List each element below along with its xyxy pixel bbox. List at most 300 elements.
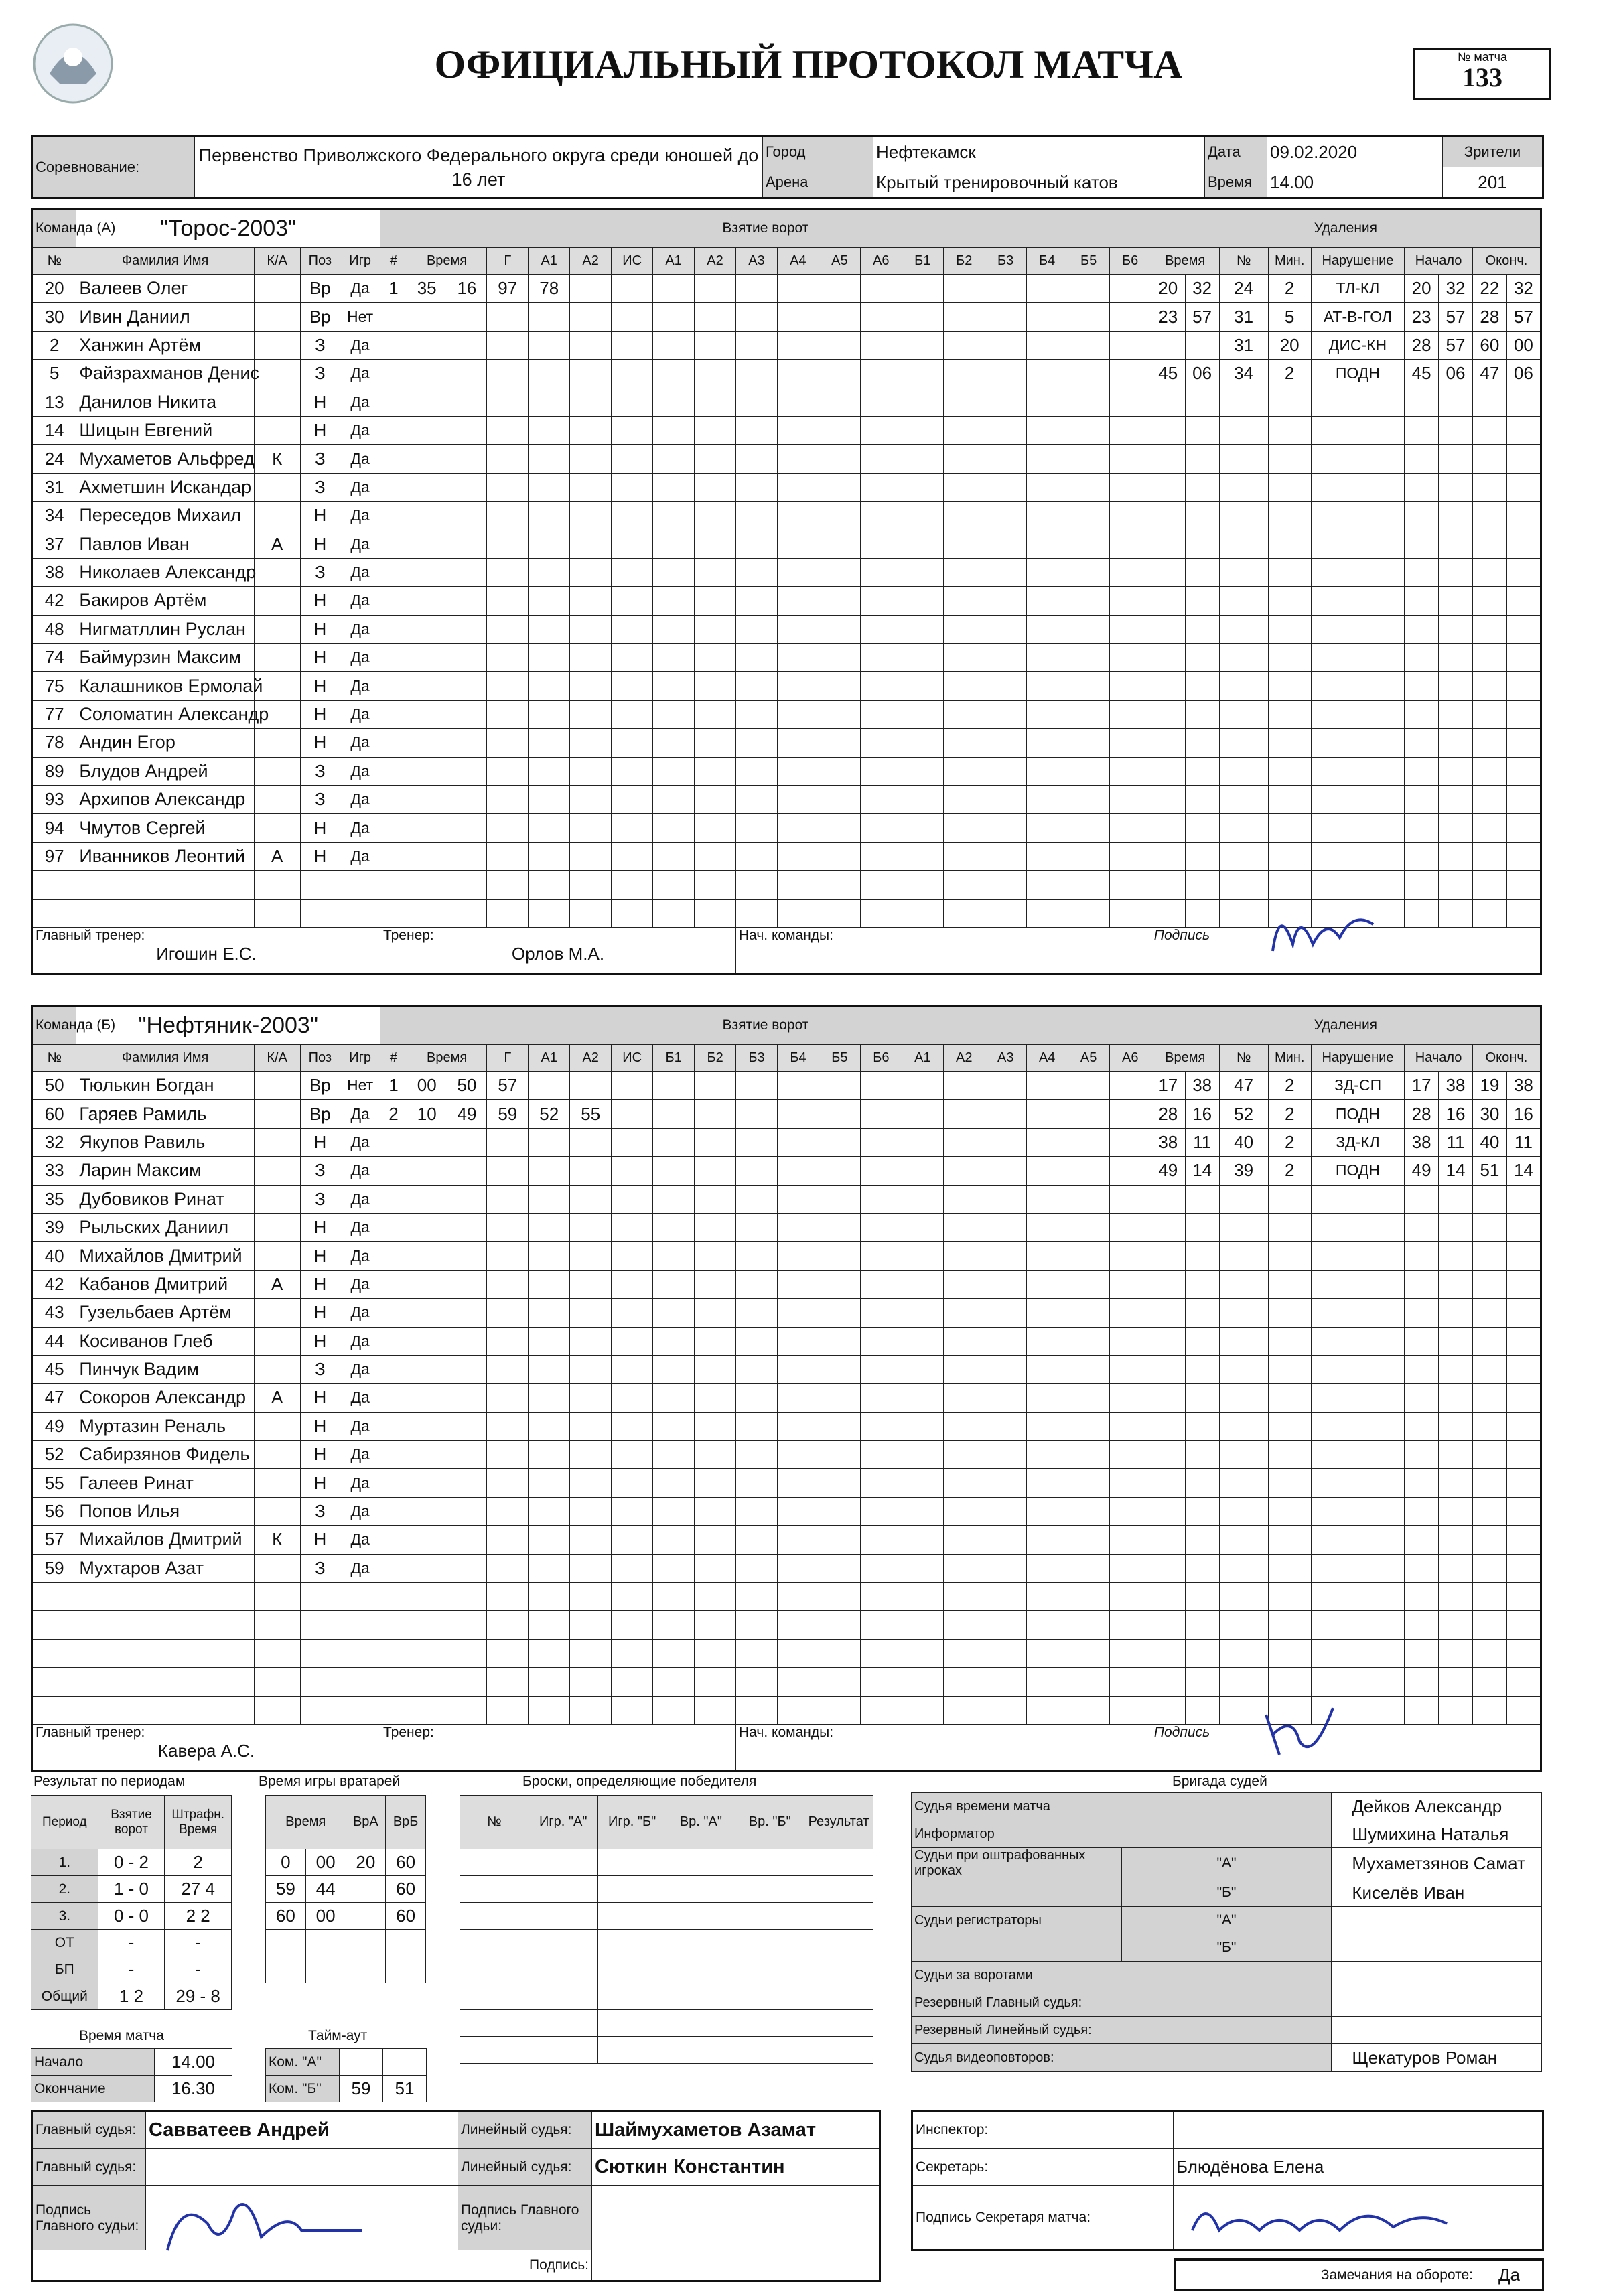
team_b-pen-s_mm bbox=[1405, 1270, 1439, 1298]
team_b-pen-e_ss: 14 bbox=[1506, 1157, 1541, 1185]
team_a-pen-e_mm bbox=[1472, 473, 1506, 501]
team_a-goal-plus-7 bbox=[943, 786, 985, 814]
team_b-goal-plus-7 bbox=[943, 1128, 985, 1156]
team_a-goal-plus-10 bbox=[1068, 672, 1109, 700]
team_a-goal-plus-0 bbox=[653, 303, 695, 331]
team_b-player-pos: Вр bbox=[300, 1100, 340, 1128]
team_a-goal-plus-10 bbox=[1068, 899, 1109, 927]
team_a-goal-g bbox=[487, 871, 529, 899]
team_a-player-ka: А bbox=[254, 842, 300, 870]
team_a-h-plus-3: А4 bbox=[777, 248, 819, 275]
team_b-goal-a1 bbox=[529, 1583, 570, 1611]
team_b-player-pos: Н bbox=[300, 1242, 340, 1270]
team_a-goal-plus-9 bbox=[1026, 786, 1068, 814]
table-row bbox=[32, 558, 1541, 586]
team_b-goal-n bbox=[380, 1128, 407, 1156]
team_a-goal-plus-5 bbox=[860, 871, 902, 899]
table-row bbox=[32, 757, 1541, 785]
team_a-pen-reason bbox=[1311, 729, 1404, 757]
team_a-goal-plus-8 bbox=[985, 757, 1026, 785]
team_b-pen-reason bbox=[1311, 1213, 1404, 1241]
team_b-player-no: 57 bbox=[32, 1526, 76, 1554]
team_b-goal-is bbox=[612, 1526, 653, 1554]
team_b-goal-plus-2 bbox=[736, 1242, 778, 1270]
team_b-pen-s_ss bbox=[1439, 1469, 1473, 1497]
team_b-pen-e_mm bbox=[1472, 1554, 1506, 1582]
team_a-pen-ss bbox=[1185, 757, 1219, 785]
team_b-h-plus-6: А1 bbox=[902, 1045, 943, 1072]
team_a-pen-reason bbox=[1311, 672, 1404, 700]
team_a-player-play: Да bbox=[340, 331, 380, 359]
team_b-player-pos: Н bbox=[300, 1384, 340, 1412]
gt-mm bbox=[266, 1956, 306, 1983]
team_a-goal-is bbox=[612, 700, 653, 728]
team_b-goal-plus-8 bbox=[985, 1327, 1026, 1355]
line-ref-label-2: Линейный судья: bbox=[458, 2149, 592, 2186]
table-row bbox=[32, 1668, 1541, 1696]
table-row bbox=[31, 1956, 232, 1983]
team_a-pen-mm bbox=[1151, 615, 1185, 643]
team_a-goal-plus-1 bbox=[695, 842, 736, 870]
team_b-player-name: Муртазин Реналь bbox=[76, 1412, 255, 1440]
team_b-goal-plus-7 bbox=[943, 1355, 985, 1383]
team_a-goal-plus-1 bbox=[695, 416, 736, 444]
team_b-goal-plus-3 bbox=[778, 1384, 819, 1412]
team_b-goal-g bbox=[487, 1185, 529, 1213]
team_b-goal-ss: 49 bbox=[447, 1100, 487, 1128]
shootout-cell bbox=[529, 1956, 597, 1983]
team_b-pen-reason bbox=[1311, 1639, 1404, 1667]
team_a-pen-reason bbox=[1311, 786, 1404, 814]
team_b-pen-ss bbox=[1185, 1554, 1219, 1582]
team_a-goal-a1 bbox=[529, 530, 570, 558]
team_a-player-play: Да bbox=[340, 530, 380, 558]
team_a-goal-mm bbox=[407, 303, 447, 331]
referee-name: Киселёв Иван bbox=[1332, 1879, 1542, 1907]
team_b-goal-plus-1 bbox=[695, 1072, 736, 1100]
team_a-goal-plus-7 bbox=[943, 360, 985, 388]
team_b-goal-plus-0 bbox=[653, 1355, 695, 1383]
team_b-pen-no bbox=[1219, 1185, 1268, 1213]
team_a-player-no: 31 bbox=[32, 473, 76, 501]
team_b-goal-ss bbox=[447, 1327, 487, 1355]
team_b-goal-plus-0 bbox=[653, 1668, 695, 1696]
team_b-goal-plus-5 bbox=[860, 1185, 902, 1213]
team_b-goal-plus-11 bbox=[1109, 1213, 1151, 1241]
team_b-goal-n bbox=[380, 1299, 407, 1327]
team_a-goal-plus-6 bbox=[902, 615, 943, 643]
team_b-goal-n bbox=[380, 1327, 407, 1355]
team_a-goal-plus-10 bbox=[1068, 814, 1109, 842]
gt-b: 60 bbox=[386, 1876, 426, 1903]
team_b-pen-mm bbox=[1151, 1696, 1185, 1724]
shootout-h-5: Результат bbox=[804, 1796, 873, 1849]
team_a-goal-a1 bbox=[529, 473, 570, 501]
team_b-player-ka bbox=[254, 1497, 300, 1525]
team_a-goal-plus-10 bbox=[1068, 786, 1109, 814]
team_a-goal-plus-8 bbox=[985, 473, 1026, 501]
team_b-goal-plus-3 bbox=[778, 1157, 819, 1185]
referee-name bbox=[1332, 2017, 1542, 2044]
team_a-player-pos: З bbox=[300, 445, 340, 473]
team_b-goal-plus-1 bbox=[695, 1469, 736, 1497]
team_a-goal-plus-4 bbox=[819, 473, 860, 501]
team_b-goal-g bbox=[487, 1668, 529, 1696]
team_b-goal-plus-9 bbox=[1026, 1668, 1068, 1696]
team_b-goal-is bbox=[612, 1668, 653, 1696]
signature-label: Подпись bbox=[1153, 927, 1210, 943]
team_a-pen-mm: 45 bbox=[1151, 360, 1185, 388]
team_a-pen-e_mm: 28 bbox=[1472, 303, 1506, 331]
team_a-goal-a1 bbox=[529, 842, 570, 870]
team_a-goal-plus-6 bbox=[902, 757, 943, 785]
team_b-goal-plus-10 bbox=[1068, 1668, 1109, 1696]
team_a-pen-s_mm bbox=[1405, 644, 1439, 672]
team_b-goal-n bbox=[380, 1270, 407, 1298]
team_b-goal-is bbox=[612, 1100, 653, 1128]
team_b-pen-s_mm bbox=[1405, 1639, 1439, 1667]
team_b-pen-s_ss bbox=[1439, 1526, 1473, 1554]
team_a-h-p-end: Оконч. bbox=[1472, 248, 1541, 275]
team_a-goal-plus-3 bbox=[777, 814, 819, 842]
team_b-player-ka bbox=[254, 1583, 300, 1611]
team_b-player-play: Да bbox=[340, 1412, 380, 1440]
team_a-h-plus-4: А5 bbox=[819, 248, 860, 275]
team_b-goal-ss bbox=[447, 1355, 487, 1383]
team_b-pen-min bbox=[1268, 1526, 1311, 1554]
team_b-goal-plus-1 bbox=[695, 1384, 736, 1412]
team_b-h-plus-0: Б1 bbox=[653, 1045, 695, 1072]
team_b-player-name bbox=[76, 1583, 255, 1611]
team_a-goal-plus-9 bbox=[1026, 388, 1068, 416]
team_b-goal-plus-2 bbox=[736, 1441, 778, 1469]
team_a-goal-plus-1 bbox=[695, 644, 736, 672]
team_a-goal-g bbox=[487, 331, 529, 359]
team_a-goal-plus-7 bbox=[943, 473, 985, 501]
team_b-pen-e_ss: 38 bbox=[1506, 1072, 1541, 1100]
team_a-goal-a1 bbox=[529, 899, 570, 927]
team_b-goal-a2 bbox=[570, 1554, 612, 1582]
team_a-player-play: Да bbox=[340, 502, 380, 530]
main-ref-1: Савватеев Андрей bbox=[146, 2111, 458, 2149]
team_b-goal-a1 bbox=[529, 1469, 570, 1497]
team_b-goal-plus-8 bbox=[985, 1100, 1026, 1128]
team_a-goal-is bbox=[612, 331, 653, 359]
team_a-goal-plus-10 bbox=[1068, 445, 1109, 473]
team_a-goal-n bbox=[380, 558, 407, 586]
team_a-h-name: Фамилия Имя bbox=[76, 248, 255, 275]
results-pen: 29 - 8 bbox=[165, 1983, 232, 2010]
team_a-goal-plus-11 bbox=[1109, 360, 1151, 388]
team_a-player-no: 75 bbox=[32, 672, 76, 700]
team_b-goal-plus-8 bbox=[985, 1384, 1026, 1412]
team_b-goal-plus-10 bbox=[1068, 1355, 1109, 1383]
team_b-goal-a2 bbox=[570, 1213, 612, 1241]
team_a-goal-plus-2 bbox=[735, 814, 777, 842]
team_a-pen-s_mm bbox=[1405, 899, 1439, 927]
results-period: БП bbox=[31, 1956, 98, 1983]
team_a-goal-n bbox=[380, 672, 407, 700]
team_a-goal-a1 bbox=[529, 729, 570, 757]
team_b-pen-e_mm bbox=[1472, 1185, 1506, 1213]
team_a-pen-mm bbox=[1151, 814, 1185, 842]
team_b-goal-a1 bbox=[529, 1327, 570, 1355]
team_a-goal-plus-7 bbox=[943, 530, 985, 558]
team_b-goal-a1 bbox=[529, 1299, 570, 1327]
team_b-goal-plus-7 bbox=[943, 1185, 985, 1213]
team_a-goal-a1 bbox=[529, 814, 570, 842]
team_b-goal-plus-11 bbox=[1109, 1696, 1151, 1724]
team_b-goal-plus-9 bbox=[1026, 1128, 1068, 1156]
team_b-goal-plus-4 bbox=[819, 1242, 860, 1270]
table-row bbox=[32, 1639, 1541, 1667]
team_a-goal-plus-10 bbox=[1068, 388, 1109, 416]
secretary-value: Блюдёнова Елена bbox=[1174, 2149, 1543, 2186]
team_b-pen-min bbox=[1268, 1469, 1311, 1497]
team_a-pen-reason bbox=[1311, 871, 1404, 899]
team_a-goal-plus-5 bbox=[860, 275, 902, 303]
team_a-goal-plus-11 bbox=[1109, 700, 1151, 728]
team_a-pen-s_ss: 06 bbox=[1439, 360, 1473, 388]
team_b-goal-plus-10 bbox=[1068, 1696, 1109, 1724]
table-row bbox=[32, 615, 1541, 643]
team_b-goal-a1 bbox=[529, 1639, 570, 1667]
team_b-player-name: Дубовиков Ринат bbox=[76, 1185, 255, 1213]
team_b-player-name: Мухтаров Азат bbox=[76, 1554, 255, 1582]
team_b-goal-n bbox=[380, 1384, 407, 1412]
team_b-pen-e_mm bbox=[1472, 1526, 1506, 1554]
team_a-pen-mm bbox=[1151, 416, 1185, 444]
team_a-goal-plus-3 bbox=[777, 303, 819, 331]
team_b-h-plus-1: Б2 bbox=[695, 1045, 736, 1072]
team_b-goal-plus-5 bbox=[860, 1242, 902, 1270]
team_b-goal-plus-6 bbox=[902, 1072, 943, 1100]
team_b-player-play: Да bbox=[340, 1497, 380, 1525]
team_b-goal-a2 bbox=[570, 1128, 612, 1156]
team_a-pen-s_mm bbox=[1405, 786, 1439, 814]
team_a-player-no bbox=[32, 899, 76, 927]
team_b-pen-min bbox=[1268, 1554, 1311, 1582]
team_a-goal-plus-8 bbox=[985, 672, 1026, 700]
team_b-goal-a2 bbox=[570, 1157, 612, 1185]
team_a-goal-ss bbox=[447, 360, 487, 388]
team_a-player-ka bbox=[254, 331, 300, 359]
team_b-goal-plus-9 bbox=[1026, 1157, 1068, 1185]
team_b-pen-s_mm bbox=[1405, 1441, 1439, 1469]
team_a-player-name: Блудов Андрей bbox=[76, 757, 255, 785]
team_a-pen-e_ss bbox=[1506, 502, 1541, 530]
table-row bbox=[32, 1412, 1541, 1440]
team_b-goal-plus-8 bbox=[985, 1526, 1026, 1554]
team_a-pen-reason bbox=[1311, 473, 1404, 501]
team_b-goal-a1 bbox=[529, 1611, 570, 1639]
team_a-player-ka bbox=[254, 757, 300, 785]
team_b-goal-plus-9 bbox=[1026, 1213, 1068, 1241]
team_b-goal-plus-2 bbox=[736, 1554, 778, 1582]
team_b-player-pos: Н bbox=[300, 1128, 340, 1156]
team_b-player-no: 45 bbox=[32, 1355, 76, 1383]
team_b-pen-mm bbox=[1151, 1270, 1185, 1298]
shootout-cell bbox=[804, 2010, 873, 2037]
team_b-pen-s_ss bbox=[1439, 1213, 1473, 1241]
referees-title: Бригада судей bbox=[1172, 1774, 1267, 1789]
team_a-goal-a1 bbox=[529, 615, 570, 643]
team_b-goal-plus-11 bbox=[1109, 1100, 1151, 1128]
team_a-player-no: 77 bbox=[32, 700, 76, 728]
team_a-goal-g bbox=[487, 360, 529, 388]
team_a-goal-plus-7 bbox=[943, 416, 985, 444]
team_a-goal-plus-10 bbox=[1068, 473, 1109, 501]
team_b-pen-e_mm bbox=[1472, 1355, 1506, 1383]
team_a-goal-plus-0 bbox=[653, 275, 695, 303]
team_a-goal-plus-0 bbox=[653, 786, 695, 814]
team_a-pen-e_mm bbox=[1472, 644, 1506, 672]
team_a-goal-plus-4 bbox=[819, 275, 860, 303]
spectators-value: 201 bbox=[1443, 167, 1543, 198]
shootout-cell bbox=[460, 2037, 529, 2064]
team_b-pen-no: 47 bbox=[1219, 1072, 1268, 1100]
team_a-goal-plus-1 bbox=[695, 558, 736, 586]
team_a-goal-plus-1 bbox=[695, 615, 736, 643]
team_a-h-p_time: Время bbox=[1151, 248, 1219, 275]
team_a-h-plus-10: Б5 bbox=[1068, 248, 1109, 275]
team_b-goal-plus-0 bbox=[653, 1384, 695, 1412]
shootout-cell bbox=[460, 1930, 529, 1956]
referee-role: Информатор bbox=[912, 1820, 1332, 1848]
team_b-player-name: Сокоров Александр bbox=[76, 1384, 255, 1412]
team_a-pen-e_ss bbox=[1506, 587, 1541, 615]
team_a-goal-mm bbox=[407, 388, 447, 416]
team_a-goal-g bbox=[487, 530, 529, 558]
match-info-table bbox=[31, 135, 1544, 199]
referee-name bbox=[1332, 1989, 1542, 2017]
team_a-goal-plus-8 bbox=[985, 587, 1026, 615]
team_a-goal-n bbox=[380, 416, 407, 444]
team_a-goal-plus-7 bbox=[943, 502, 985, 530]
table-row bbox=[32, 1441, 1541, 1469]
team_a-pen-s_ss bbox=[1439, 757, 1473, 785]
team_b-goal-g bbox=[487, 1583, 529, 1611]
team_a-pen-mm bbox=[1151, 786, 1185, 814]
gt-a bbox=[346, 1903, 386, 1930]
team_b-goal-plus-2 bbox=[736, 1696, 778, 1724]
team_a-goal-plus-2 bbox=[735, 842, 777, 870]
team_a-pen-min: 2 bbox=[1268, 360, 1311, 388]
team_b-pen-ss bbox=[1185, 1696, 1219, 1724]
team_b-goal-plus-6 bbox=[902, 1157, 943, 1185]
team_b-goal-plus-9 bbox=[1026, 1611, 1068, 1639]
team_a-goal-mm bbox=[407, 530, 447, 558]
team_b-goal-a2: 55 bbox=[570, 1100, 612, 1128]
team_a-pen-e_ss bbox=[1506, 416, 1541, 444]
team_a-goal-plus-11 bbox=[1109, 672, 1151, 700]
team_a-goal-plus-10 bbox=[1068, 331, 1109, 359]
gt-h-time: Время bbox=[266, 1796, 346, 1849]
team_b-pen-ss bbox=[1185, 1441, 1219, 1469]
team-chief-label: Нач. команды: bbox=[739, 1724, 834, 1740]
team_b-h-plus-11: А6 bbox=[1109, 1045, 1151, 1072]
timeout-a-label: Ком. "А" bbox=[266, 2049, 340, 2076]
team_a-goal-g bbox=[487, 303, 529, 331]
team_b-goal-plus-4 bbox=[819, 1270, 860, 1298]
team_a-pen-no: 24 bbox=[1219, 275, 1268, 303]
team_b-pen-no bbox=[1219, 1327, 1268, 1355]
team_b-goal-plus-11 bbox=[1109, 1611, 1151, 1639]
team_b-goal-plus-1 bbox=[695, 1270, 736, 1298]
team_b-goal-a1 bbox=[529, 1696, 570, 1724]
team_b-h-is: ИС bbox=[612, 1045, 653, 1072]
team_a-goal-plus-6 bbox=[902, 303, 943, 331]
table-row bbox=[32, 672, 1541, 700]
team_a-goal-is bbox=[612, 473, 653, 501]
team_a-pen-e_ss: 00 bbox=[1506, 331, 1541, 359]
team-a-section bbox=[31, 208, 1542, 975]
team_a-goal-plus-5 bbox=[860, 416, 902, 444]
team_b-pen-mm bbox=[1151, 1299, 1185, 1327]
team_b-pen-e_mm: 51 bbox=[1472, 1157, 1506, 1185]
team_a-player-ka bbox=[254, 644, 300, 672]
team_a-player-name: Баймурзин Максим bbox=[76, 644, 255, 672]
team_a-player-no: 94 bbox=[32, 814, 76, 842]
team_a-goal-plus-7 bbox=[943, 558, 985, 586]
team_b-pen-no bbox=[1219, 1526, 1268, 1554]
team_a-goal-plus-11 bbox=[1109, 416, 1151, 444]
team_b-pen-ss bbox=[1185, 1668, 1219, 1696]
team_b-goal-a1 bbox=[529, 1412, 570, 1440]
team_a-pen-s_ss bbox=[1439, 899, 1473, 927]
team_b-pen-e_ss bbox=[1506, 1526, 1541, 1554]
team_b-pen-reason bbox=[1311, 1441, 1404, 1469]
team_a-pen-e_mm bbox=[1472, 672, 1506, 700]
team_b-goal-plus-0 bbox=[653, 1497, 695, 1525]
team_a-player-name: Нигматллин Руслан bbox=[76, 615, 255, 643]
team_b-player-pos: З bbox=[300, 1157, 340, 1185]
team_b-goal-plus-2 bbox=[736, 1497, 778, 1525]
team_a-goal-is bbox=[612, 530, 653, 558]
team_b-pen-mm bbox=[1151, 1639, 1185, 1667]
team_a-goal-plus-4 bbox=[819, 388, 860, 416]
team_a-goal-ss bbox=[447, 672, 487, 700]
table-row bbox=[32, 1242, 1541, 1270]
team_b-player-ka bbox=[254, 1213, 300, 1241]
team_b-goal-plus-8 bbox=[985, 1299, 1026, 1327]
team_b-pen-mm bbox=[1151, 1441, 1185, 1469]
team_b-goal-plus-3 bbox=[778, 1327, 819, 1355]
team_a-goal-is bbox=[612, 275, 653, 303]
team_a-goal-plus-10 bbox=[1068, 416, 1109, 444]
spectators-label: Зрители bbox=[1443, 137, 1543, 167]
team_b-player-no: 44 bbox=[32, 1327, 76, 1355]
team_b-pen-reason bbox=[1311, 1611, 1404, 1639]
team_b-pen-min: 2 bbox=[1268, 1128, 1311, 1156]
team_b-player-ka bbox=[254, 1128, 300, 1156]
team_b-goal-plus-9 bbox=[1026, 1469, 1068, 1497]
team_b-pen-e_mm: 40 bbox=[1472, 1128, 1506, 1156]
team_a-goal-plus-7 bbox=[943, 445, 985, 473]
team_b-pen-e_ss bbox=[1506, 1469, 1541, 1497]
team_a-goal-plus-2 bbox=[735, 445, 777, 473]
team_b-goal-plus-7 bbox=[943, 1639, 985, 1667]
team_b-goal-n bbox=[380, 1668, 407, 1696]
team_b-pen-e_ss bbox=[1506, 1611, 1541, 1639]
team_a-pen-min bbox=[1268, 729, 1311, 757]
table-row bbox=[32, 473, 1541, 501]
team_a-goal-plus-3 bbox=[777, 445, 819, 473]
team_b-pen-e_ss bbox=[1506, 1355, 1541, 1383]
team_b-goal-plus-2 bbox=[736, 1526, 778, 1554]
team_a-goal-is bbox=[612, 757, 653, 785]
team_b-goal-plus-10 bbox=[1068, 1441, 1109, 1469]
